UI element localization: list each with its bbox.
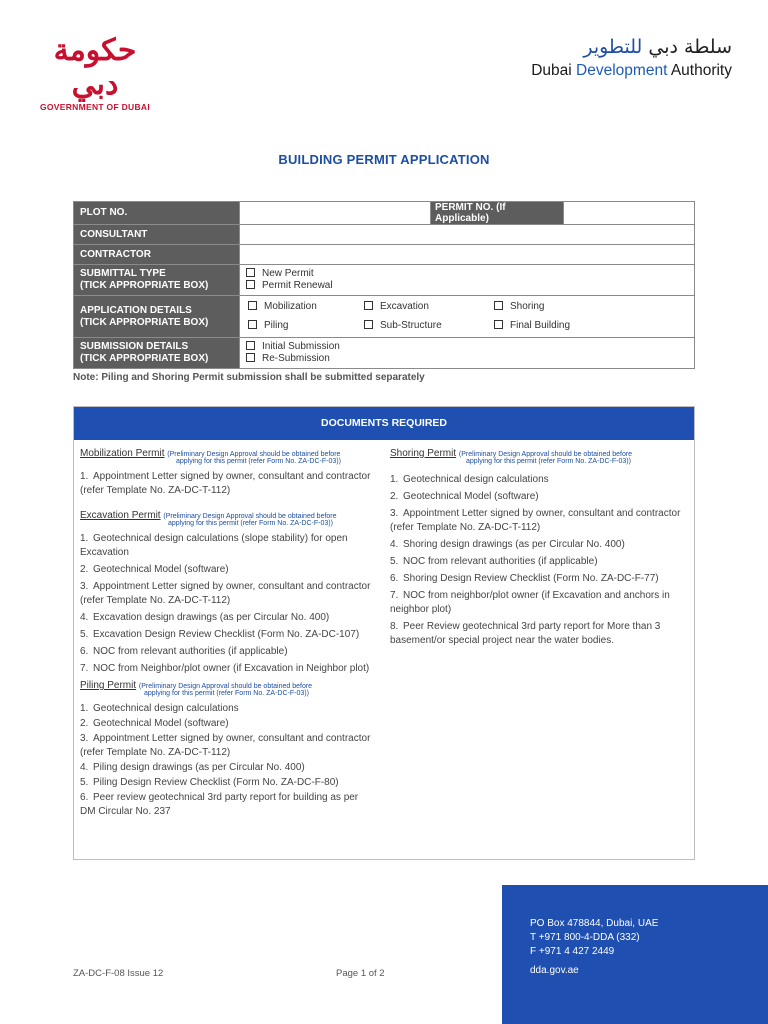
list-item (390, 572, 690, 586)
item-number: 8. (390, 621, 399, 632)
checkbox-icon[interactable] (246, 280, 255, 289)
shoring-note: (Preliminary Design Approval should be obtained before (458, 451, 633, 458)
list-item (80, 702, 372, 716)
dda-logo-arabic-2: للتطوير (583, 36, 643, 58)
item-text: Appointment Letter signed by owner, consultant and contractor (refer Template No. ZA-DC-T-112) (80, 733, 371, 758)
plot-no-label: PLOT NO. (74, 202, 240, 225)
option-label: Mobilization (264, 300, 317, 312)
item-number: 5. (390, 556, 399, 567)
submission-details-title: SUBMISSION DETAILS (80, 341, 189, 352)
option-label: Shoring (510, 300, 545, 312)
item-text: Shoring design drawings (as per Circular No. 400) (403, 539, 625, 550)
mobilization-section (80, 448, 372, 498)
list-item (80, 611, 372, 625)
submission-note: Note: Piling and Shoring Permit submission shall be submitted separately (73, 372, 425, 383)
item-text: Excavation Design Review Checklist (Form No. ZA-DC-107) (93, 629, 360, 640)
item-text: Peer Review geotechnical 3rd party report for More than 3 basement/or special project near the water bodies. (390, 621, 661, 646)
item-text: Piling design drawings (as per Circular No. 400) (93, 762, 305, 773)
application-details-options (240, 296, 695, 338)
item-number: 1. (80, 471, 89, 482)
excavation-note-2: applying for this permit (refer Form No. ZA-DC-F-03)) (168, 520, 333, 527)
submittal-type-options (240, 265, 695, 296)
documents-left-column (80, 448, 372, 823)
dda-logo-en-3: Authority (667, 62, 732, 79)
dda-logo-en-1: Dubai (531, 62, 577, 79)
item-text: Appointment Letter signed by owner, consultant and contractor (refer Template No. ZA-DC-T-112) (80, 471, 371, 496)
piling-section (80, 680, 372, 819)
mobilization-note: (Preliminary Design Approval should be obtained before (167, 451, 341, 458)
contact-footer-box (502, 885, 768, 1024)
gov-logo-english: GOVERNMENT OF DUBAI (39, 102, 151, 112)
footer-phone: T +971 800-4-DDA (332) (530, 932, 640, 943)
option-permit-renewal[interactable] (246, 280, 688, 293)
contact-lines (530, 917, 658, 959)
dda-logo (531, 36, 732, 80)
item-text: NOC from neighbor/plot owner (if Excavation and anchors in neighbor plot) (390, 590, 670, 615)
item-number: 6. (80, 792, 89, 803)
checkbox-icon[interactable] (364, 320, 373, 329)
item-number: 3. (80, 733, 89, 744)
application-details-label (74, 296, 240, 338)
list-item (80, 761, 372, 775)
item-number: 6. (390, 573, 399, 584)
item-number: 6. (80, 646, 89, 657)
item-text: Appointment Letter signed by owner, consultant and contractor (refer Template No. ZA-DC-T-112) (390, 508, 681, 533)
checkbox-icon[interactable] (494, 320, 503, 329)
shoring-list (390, 473, 690, 648)
option-excavation[interactable] (364, 301, 494, 314)
item-text: Geotechnical design calculations (93, 703, 239, 714)
option-label: Final Building (510, 320, 571, 331)
piling-note: (Preliminary Design Approval should be obtained before (138, 683, 313, 690)
form-number: ZA-DC-F-08 Issue 12 (73, 968, 164, 979)
item-number: 1. (390, 474, 399, 485)
option-re-submission[interactable] (246, 353, 688, 366)
shoring-note-2: applying for this permit (refer Form No. ZA-DC-F-03)) (466, 458, 631, 465)
item-text: Shoring Design Review Checklist (Form No. ZA-DC-F-77) (403, 573, 659, 584)
option-label: New Permit (262, 267, 314, 279)
submission-details-label (74, 338, 240, 369)
mobilization-list (80, 470, 372, 498)
documents-required-heading: DOCUMENTS REQUIRED (74, 407, 694, 440)
option-label: Sub-Structure (380, 320, 442, 331)
option-final-building[interactable] (494, 320, 688, 333)
submission-details-options (240, 338, 695, 369)
list-item (80, 791, 372, 819)
item-number: 7. (80, 663, 89, 674)
submittal-type-sub: (TICK APPROPRIATE BOX) (80, 280, 209, 291)
permit-info-table (73, 201, 695, 369)
item-number: 4. (390, 539, 399, 550)
item-text: Geotechnical Model (software) (403, 491, 539, 502)
item-number: 1. (80, 703, 89, 714)
footer-fax: F +971 4 427 2449 (530, 946, 615, 957)
item-number: 5. (80, 629, 89, 640)
list-item (80, 563, 372, 577)
item-text: Geotechnical Model (software) (93, 718, 229, 729)
item-text: Geotechnical design calculations (slope stability) for open Excavation (80, 533, 348, 558)
submittal-type-label (74, 265, 240, 296)
application-details-sub: (TICK APPROPRIATE BOX) (80, 316, 209, 328)
list-item (390, 490, 690, 504)
list-item (390, 473, 690, 487)
option-mobilization[interactable] (248, 301, 364, 314)
list-item (80, 580, 372, 608)
list-item (80, 662, 372, 676)
item-text: Geotechnical design calculations (403, 474, 549, 485)
permit-no-field[interactable] (564, 202, 695, 225)
piling-note-2: applying for this permit (refer Form No. ZA-DC-F-03)) (144, 690, 309, 697)
checkbox-icon[interactable] (494, 301, 503, 310)
checkbox-icon[interactable] (246, 341, 255, 350)
piling-title: Piling Permit (80, 680, 137, 691)
footer-address: PO Box 478844, Dubai, UAE (530, 918, 659, 929)
list-item (80, 628, 372, 642)
list-item (80, 776, 372, 790)
option-label: Re-Submission (262, 353, 330, 364)
mobilization-note-2: applying for this permit (refer Form No. ZA-DC-F-03)) (176, 458, 341, 465)
list-item (390, 538, 690, 552)
option-label: Excavation (380, 300, 429, 312)
checkbox-icon[interactable] (246, 353, 255, 362)
page-number: Page 1 of 2 (336, 968, 385, 979)
item-number: 7. (390, 590, 399, 601)
item-number: 3. (80, 581, 89, 592)
gov-logo-arabic: حكومة دبي (53, 33, 137, 102)
dda-logo-arabic-1: سلطة دبي (642, 36, 732, 58)
item-text: NOC from relevant authorities (if applicable) (93, 646, 288, 657)
shoring-title: Shoring Permit (390, 448, 457, 459)
list-item (390, 620, 690, 648)
excavation-list (80, 532, 372, 676)
contractor-label: CONTRACTOR (74, 245, 240, 265)
consultant-label: CONSULTANT (74, 225, 240, 245)
item-number: 3. (390, 508, 399, 519)
item-number: 4. (80, 762, 89, 773)
list-item (390, 589, 690, 617)
item-text: NOC from relevant authorities (if applicable) (403, 556, 598, 567)
mobilization-title: Mobilization Permit (80, 448, 165, 459)
item-text: NOC from Neighbor/plot owner (if Excavation in Neighbor plot) (93, 663, 370, 674)
shoring-section (390, 448, 690, 648)
item-number: 4. (80, 612, 89, 623)
dda-logo-en-2: Development (576, 62, 668, 79)
plot-no-field[interactable] (240, 202, 431, 225)
excavation-title: Excavation Permit (80, 510, 161, 521)
item-number: 2. (80, 564, 89, 575)
dda-logo-arabic (531, 36, 732, 58)
option-piling[interactable] (248, 320, 364, 333)
item-number: 2. (80, 718, 89, 729)
item-number: 2. (390, 491, 399, 502)
submittal-type-title: SUBMITTAL TYPE (80, 268, 166, 279)
item-text: Piling Design Review Checklist (Form No. ZA-DC-F-80) (93, 777, 339, 788)
option-sub-structure[interactable] (364, 320, 494, 333)
page-title: BUILDING PERMIT APPLICATION (278, 152, 490, 167)
list-item (390, 507, 690, 535)
list-item (80, 470, 372, 498)
excavation-note: (Preliminary Design Approval should be obtained before (163, 513, 337, 520)
list-item (80, 532, 372, 560)
piling-list (80, 702, 372, 819)
option-label: Piling (264, 320, 289, 331)
item-number: 1. (80, 533, 89, 544)
item-text: Peer review geotechnical 3rd party report for building as per DM Circular No. 237 (80, 792, 359, 817)
option-initial-submission[interactable] (246, 341, 688, 354)
list-item (390, 555, 690, 569)
checkbox-icon[interactable] (248, 301, 257, 310)
option-label: Permit Renewal (262, 280, 333, 291)
item-number: 5. (80, 777, 89, 788)
footer-website-link[interactable]: dda.gov.ae (530, 965, 579, 976)
documents-right-column (390, 448, 690, 652)
application-details-title: APPLICATION DETAILS (80, 304, 192, 316)
option-label: Initial Submission (262, 340, 340, 352)
checkbox-icon[interactable] (248, 320, 257, 329)
government-of-dubai-logo (30, 34, 160, 112)
option-shoring[interactable] (494, 301, 688, 314)
item-text: Appointment Letter signed by owner, consultant and contractor (refer Template No. ZA-DC-T-112) (80, 581, 371, 606)
documents-required-box (73, 406, 695, 860)
option-new-permit[interactable] (246, 268, 688, 281)
list-item (80, 732, 372, 760)
excavation-section (80, 510, 372, 676)
contractor-field[interactable] (240, 245, 695, 265)
item-text: Excavation design drawings (as per Circular No. 400) (93, 612, 330, 623)
item-text: Geotechnical Model (software) (93, 564, 229, 575)
list-item (80, 645, 372, 659)
permit-no-label: PERMIT NO. (If Applicable) (431, 202, 564, 225)
checkbox-icon[interactable] (364, 301, 373, 310)
submission-details-sub: (TICK APPROPRIATE BOX) (80, 353, 209, 364)
dda-logo-english (531, 62, 732, 80)
checkbox-icon[interactable] (246, 268, 255, 277)
list-item (80, 717, 372, 731)
consultant-field[interactable] (240, 225, 695, 245)
